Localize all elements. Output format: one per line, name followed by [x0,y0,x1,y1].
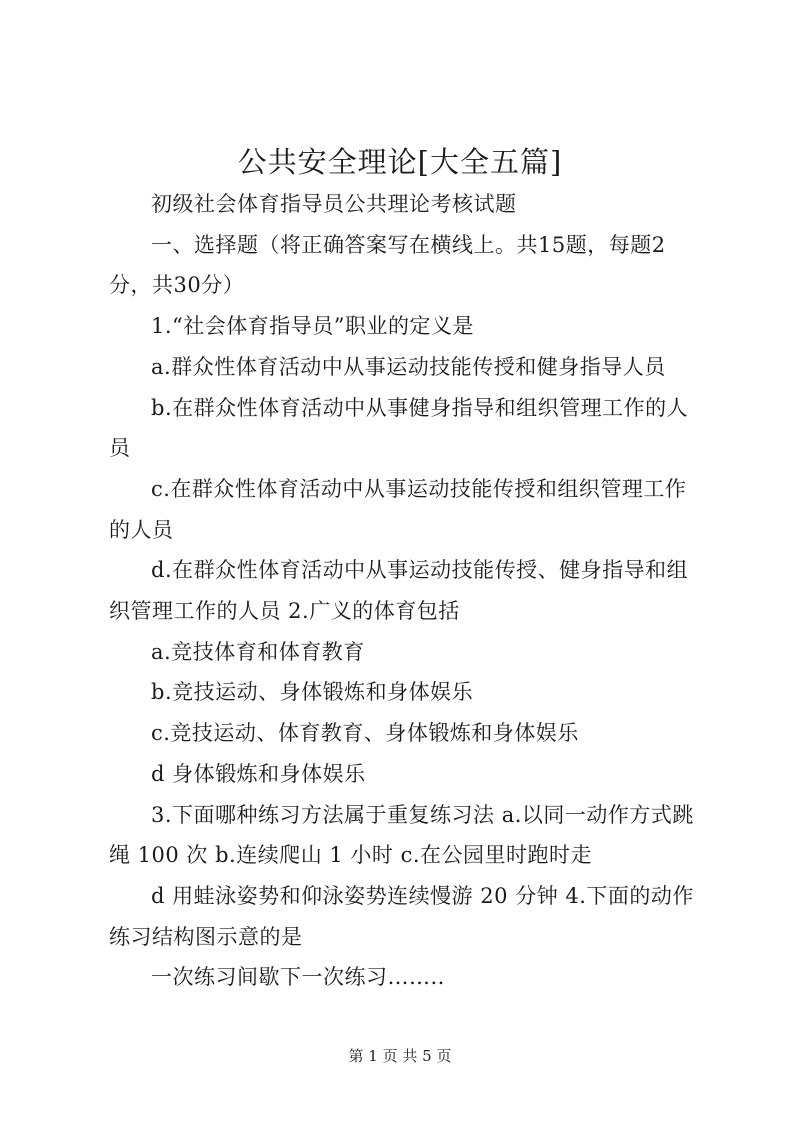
paragraph-option: a.竞技体育和体育教育 [151,639,365,664]
paragraph-option: b.竞技运动、身体锻炼和身体娱乐 [151,680,474,705]
paragraph-diagram-caption: 一次练习间歇下一次练习…….. [151,965,445,990]
document-title: 公共安全理论[大全五篇] [237,145,563,179]
paragraph-intro: 初级社会体育指导员公共理论考核试题 [151,192,517,216]
paragraph-question-3: 3.下面哪种练习方法属于重复练习法 a.以同一动作方式跳绳 100 次 b.连续爬山 1 小时 c.在公园里时跑时走 [109,802,694,868]
document-body [109,184,703,998]
paragraph-option: c.在群众性体育活动中从事运动技能传授和组织管理工作的人员 [109,476,687,542]
paragraph-question-1: 1.“社会体育指导员”职业的定义是 [151,314,475,339]
paragraph-section-heading: 一、选择题（将正确答案写在横线上。共15题，每题2分，共30分） [109,232,666,298]
paragraph-option: b.在群众性体育活动中从事健身指导和组织管理工作的人员 [109,395,689,461]
paragraph-option: d 用蛙泳姿势和仰泳姿势连续慢游 20 分钟 4.下面的动作练习结构图示意的是 [109,883,694,949]
paragraph-option: c.竞技运动、体育教育、身体锻炼和身体娱乐 [151,721,579,746]
paragraph-option: a.群众性体育活动中从事运动技能传授和健身指导人员 [151,354,666,379]
paragraph-option: d.在群众性体育活动中从事运动技能传授、健身指导和组织管理工作的人员 2.广义的体育包括 [109,558,689,624]
page-footer: 第 1 页 共 5 页 [348,1047,452,1065]
paragraph-option: d 身体锻炼和身体娱乐 [151,761,366,786]
